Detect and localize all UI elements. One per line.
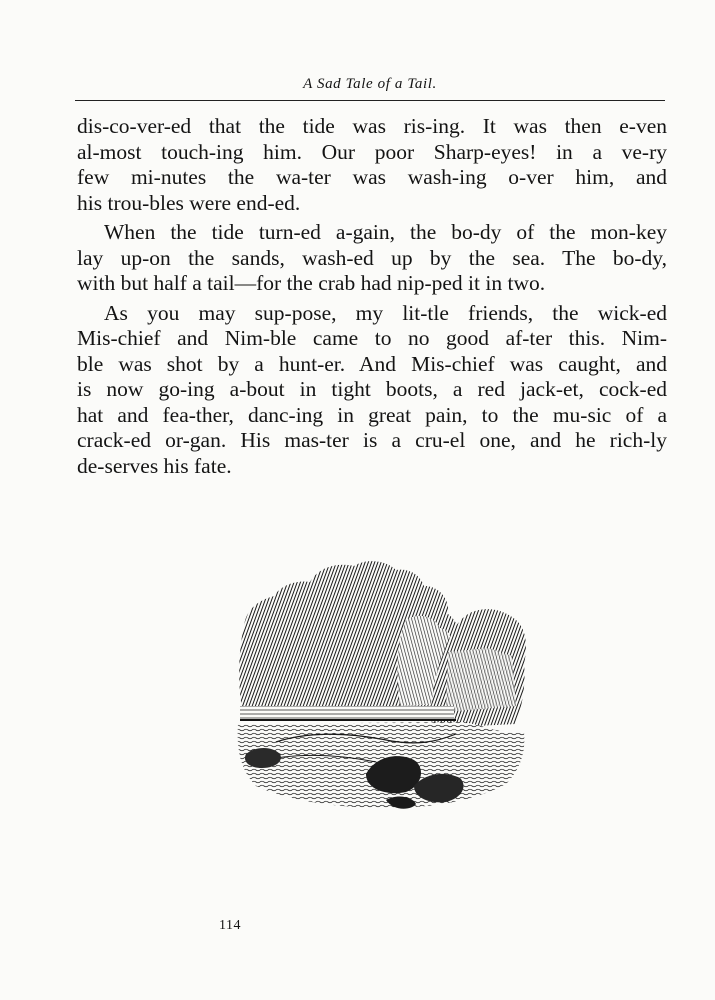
text-line: dis-co-ver-ed that the tide was ris-ing. It was then e-ven <box>77 114 667 138</box>
text-line: is now go-ing a-bout in tight boots, a red jack-et, cock-ed <box>77 377 667 401</box>
text-line: few mi-nutes the wa-ter was wash-ing o-ver him, and <box>77 165 667 189</box>
running-head: A Sad Tale of a Tail. <box>303 76 437 92</box>
text-line: ble was shot by a hunt-er. And Mis-chief was caught, and <box>77 351 667 376</box>
text-line: al-most touch-ing him. Our poor Sharp-eyes! in a ve-ry <box>77 139 667 164</box>
text-line: lay up-on the sands, wash-ed up by the sea. The bo-dy, <box>77 245 667 270</box>
coastal-engraving-illustration <box>236 556 528 818</box>
text-line: de-serves his fate. <box>77 453 232 478</box>
text-line: crack-ed or-gan. His mas-ter is a cru-el one, and he rich-ly <box>77 428 667 452</box>
header-rule <box>75 100 665 101</box>
page-number: 114 <box>219 918 241 933</box>
text-line: his trou-bles were end-ed. <box>77 190 301 215</box>
text-line: with but half a tail—for the crab had nip-ped it in two. <box>77 271 546 295</box>
text-line: As you may sup-pose, my lit-tle friends, the wick-ed <box>104 300 667 325</box>
body-text <box>77 114 667 479</box>
text-line: When the tide turn-ed a-gain, the bo-dy of the mon-key <box>104 220 667 244</box>
text-line: Mis-chief and Nim-ble came to no good af-ter this. Nim- <box>77 326 667 350</box>
text-line: hat and fea-ther, danc-ing in great pain, to the mu-sic of a <box>77 402 667 427</box>
distant-water <box>240 706 454 720</box>
cliff-face <box>446 648 516 712</box>
